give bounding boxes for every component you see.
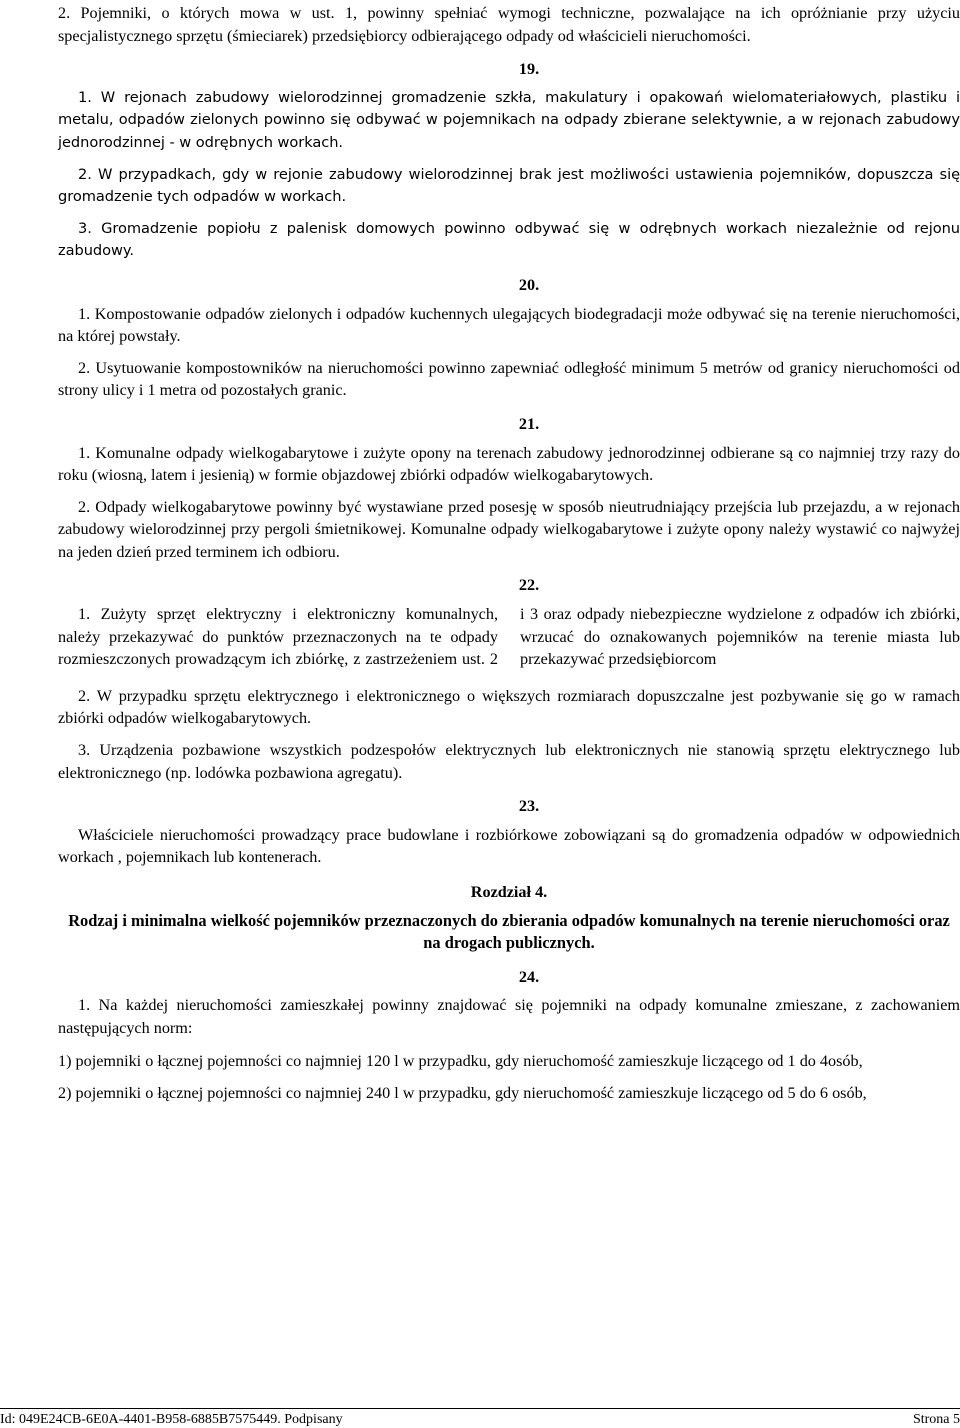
section-20-heading: 20. [518,275,540,294]
chapter-heading: Rozdział 4. [470,883,548,901]
document-page [58,0,960,1105]
page-footer [0,1408,960,1428]
paragraph-24-1: 1. Na każdej nieruchomości zamieszkałej powinny znajdować się pojemniki na odpady komunalne zmieszane, z zachowaniem następujących norm: [58,996,960,1037]
section-23-heading: 23. [518,797,540,816]
paragraph-21-2: 2. Odpady wielkogabarytowe powinny być wystawiane przed posesję w sposób nieutrudniający przejścia lub przejazdu, a w rejonach zabudowy wielorodzinnej przy pergoli śmietnikowej. Komunalne odpady wielkogabarytowe i zużyte opony należy wystawić co najwyżej na jeden dzień przed terminem ich odbioru. [58,497,960,561]
paragraph-20-2: 2. Usytuowanie kompostowników na nieruchomości powinno zapewniać odległość minimum 5 metrów od granicy nieruchomości od strony ulicy i 1 metra od pozostałych granic. [58,358,960,400]
paragraph-19-2: 2. W przypadkach, gdy w rejonie zabudowy wielorodzinnej brak jest możliwości ustawienia pojemników, dopuszcza się gromadzenie tych odpadów w workach. [58,165,960,206]
paragraph-21-1: 1. Komunalne odpady wielkogabarytowe i zużyte opony na terenach zabudowy jednorodzinnej odbierane są co najmniej trzy razy do roku (wiosną, latem i jesienią) w formie objazdowej zbiórki odpadów wielkogabarytowych. [58,443,960,485]
paragraph-19-3: 3. Gromadzenie popiołu z palenisk domowych powinno odbywać się w odrębnych workach niezależnie od rejonu zabudowy. [58,219,960,260]
section-19-heading: 19. [518,60,540,79]
page-number: Strona 5 [912,1412,960,1427]
paragraph-23: Właściciele nieruchomości prowadzący prace budowlane i rozbiórkowe zobowiązani są do gromadzenia odpadów w odpowiednich workach , pojemnikach lub kontenerach. [58,825,960,867]
chapter-title: Rodzaj i minimalna wielkość pojemników przeznaczonych do zbierania odpadów komunalnych na terenie nieruchomości oraz na drogach publicznych. [68,910,950,953]
section-22-heading: 22. [518,576,540,595]
paragraph-22-1-two-column [58,603,960,671]
paragraph-24-1-1: 1) pojemniki o łącznej pojemności co najmniej 120 l w przypadku, gdy nieruchomość zamieszkuje liczącego od 1 do 4osób, [58,1051,863,1070]
paragraph-18-2: 2. Pojemniki, o których mowa w ust. 1, powinny spełniać wymogi techniczne, pozwalające na ich opróżnianie przy użyciu specjalistycznego sprzętu (śmieciarek) przedsiębiorcy odbierającego odpady od właścicieli nieruchomości. [58,4,960,45]
paragraph-22-3: 3. Urządzenia pozbawione wszystkich podzespołów elektrycznych lub elektronicznych nie stanowią sprzętu elektrycznego lub elektronicznego (np. lodówka pozbawiona agregatu). [58,741,960,782]
paragraph-22-2: 2. W przypadku sprzętu elektrycznego i elektronicznego o większych rozmiarach dopuszczalne jest pozbywanie się go w ramach zbiórki odpadów wielkogabarytowych. [58,686,960,728]
paragraph-24-1-2: 2) pojemniki o łącznej pojemności co najmniej 240 l w przypadku, gdy nieruchomość zamieszkuje liczącego od 5 do 6 osób, [58,1084,867,1103]
paragraph-22-1: 1. Zużyty sprzęt elektryczny i elektroniczny komunalnych, należy przekazywać do punktów przeznaczonych na te odpady rozmieszczonych prowadzącym ich zbiórkę, z zastrzeżeniem ust. 2 i 3 oraz odpady niebezpieczne wydzielone z odpadów ich zbiórki, wrzucać do oznakowanych pojemników na terenie miasta lub przekazywać przedsiębiorcom [58,605,960,669]
section-24-heading: 24. [518,967,540,986]
section-21-heading: 21. [518,414,540,433]
document-id: Id: 049E24CB-6E0A-4401-B958-6885B7575449. Podpisany [0,1412,343,1427]
paragraph-20-1: 1. Kompostowanie odpadów zielonych i odpadów kuchennych ulegających biodegradacji może odbywać się na terenie nieruchomości, na której powstały. [58,304,960,346]
paragraph-19-1: 1. W rejonach zabudowy wielorodzinnej gromadzenie szkła, makulatury i opakowań wielomateriałowych, plastiku i metalu, odpadów zielonych powinno się odbywać w pojemnikach na odpady zbierane selektywnie, a w rejonach zabudowy jednorodzinnej - w odrębnych workach. [58,88,960,151]
